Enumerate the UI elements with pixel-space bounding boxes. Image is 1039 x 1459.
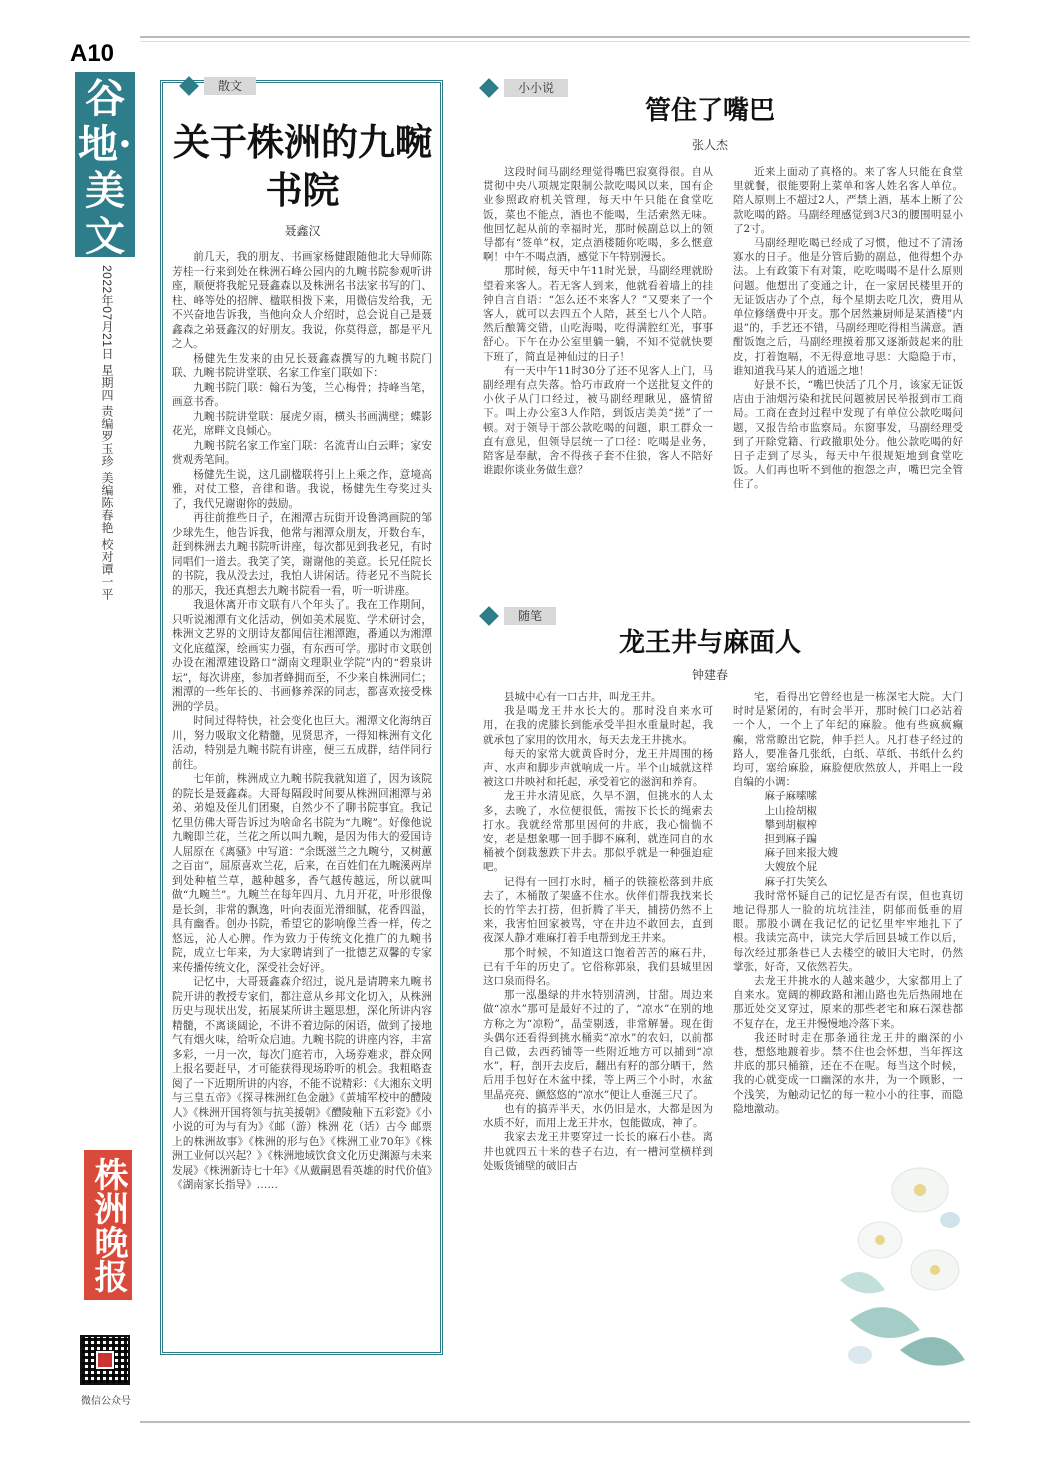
article-column (483, 165, 713, 575)
diamond-icon (479, 606, 499, 626)
paragraph: 记得有一回打水时，桶子的铁箍松落到井底去了，木桶散了架盛不住水。伙伴们帮我找来长长的竹竿去打捞，但折腾了半天，捕捞仍然不上来，我害怕回家被骂，守在井边不敢回去，直到夜深人静才难麻打着手电帮到龙王井来。 (483, 875, 713, 945)
poem-line: 大嫂放个屁 (764, 861, 817, 874)
paragraph: 我是喝龙王井水长大的。那时没自来水可用，在我的虎膝长到能承受半担水重量时起，我就承包了家用的饮用水，每天去龙王井挑水。 (483, 705, 713, 746)
poem-line: 麻子打失笑么 (764, 875, 828, 888)
paragraph: 九畹书院门联：翰石为笺，兰心梅骨；持峰当笔，画意书香。 (172, 381, 432, 408)
poem-line: 担到麻子蹁 (764, 833, 817, 846)
paragraph: 龙王井水清见底，久旱不涸，但挑水的人太多，去晚了，水位便很低，需按下长长的绳索去打水。我就经常那里因何的井底，我心惴惴不安，老是想象哪一回手脚不麻利，就连同自的水桶被个倒栽葱跌下井去。那似乎就是一种强迫症吧。 (483, 790, 713, 874)
paragraph: 我还时时走在那条通往龙王井的幽深的小巷，想悠地踱着步。禁不住也会怀想，当年挥这井底的那只桶箍，还在不在呢。每当这个时候，我的心就变成一口幽深的水井，为一个顾影，一个浅笑，为触动记忆的每一粒小小的往事，而隐隐地激动。 (733, 1031, 963, 1115)
section-title: 谷地·美文 (75, 72, 135, 257)
paragraph: 那时候，每天中午11时光景，马副经理就盼望着来客人。若无客人到来，他就看着墙上的挂钟自言自语：“怎么还不来客人？”又要来了一个客人，就可以去四五个人陪，甚至七八个人陪。然后酿篝交错，山吃海喝，吃得满腔红光，事事舒心。下午在办公室里躺一躺，不知不觉就快要下班了，简直是神仙过的日子！ (483, 265, 713, 363)
poem-line: 麻子麻嗦嗦 (764, 790, 817, 803)
left-category-badge (182, 76, 256, 96)
right-top-category-badge (482, 78, 568, 98)
qr-code-center-icon (96, 1351, 114, 1369)
article-title: 关于株洲的九畹书院 (173, 120, 432, 212)
article-column (733, 165, 963, 575)
bottom-rule (140, 1421, 970, 1423)
poem-line: 上山捡胡椒 (764, 804, 817, 817)
category-label: 散文 (204, 77, 256, 95)
paragraph: 前几天，我的朋友、书画家杨健跟随他北大导师陈芳桂一行来到处在株洲石峰公园内的九畹书院参观听讲座，顺便将我舵兄聂鑫森以及株洲名书法家书写的门、柱、峰等处的招牌、楹联相拨下来，用微信发给我，无不兴奋地告诉我，当他向众人介绍时，总会说自己是聂鑫森之弟聂鑫汉的好朋友。我说，你莫得意，都是平凡之人。 (172, 251, 432, 350)
paragraph: 再往前推些日子，在湘潭古玩街开设鲁鸿画院的邹少球先生，他告诉我，他常与湘潭众朋友，开数台车，赶到株洲去九畹书院听讲座，每次都见到我老兄，有时同唱们一道去。我笑了笑，谢谢他的美意。长兄任院长的书院，我从没去过，我怕人讲闲话。待老兄不当院长的那天，我还真想去九畹书院看一看，听一听讲座。 (172, 512, 432, 597)
article-author: 张人杰 (691, 138, 728, 152)
article-title: 管住了嘴巴 (644, 96, 775, 126)
paragraph: 去龙王井挑水的人越来越少，大家都用上了自来水。宽阔的柳政路和湘山路也先后热闹地在那近处交叉穿过，原来的那些老宅和麻石深巷都不复存在，龙王井慢慢地冷落下来。 (733, 975, 963, 1030)
paragraph: 有一天中午11时30分了还不见客人上门，马副经理有点失落。恰巧市政府一个送批复文件的小伙子从门口经过，被马副经理瞅见，盛情留下。叫上办公室3人作陪，到饭店美美“搓”了一顿。对于领导干部公款吃喝的问题，职工群众一直有意见，但领导层统一了口径：吃喝是业务，陪客是奉献，舍不得孩子套不住狼，客人不陪好谁跟你谈业务做生意？ (483, 364, 713, 477)
paragraph: 杨健先生说，这几副楹联将引上上乘之作，意境高雅，对仗工整，音律和谐。我说，杨健先生夸奖过头了，我代兄谢谢你的鼓励。 (172, 468, 432, 510)
top-rule (140, 36, 970, 38)
paragraph: 近来上面动了真格的。来了客人只能在食堂里就餐，很能要附上菜单和客人姓名客人单位。陪人原则上不超过2人，严禁上酒，基本上断了公款吃喝的路。马副经理感觉到3尺3的腰围明显小了2寸。 (733, 166, 963, 235)
paragraph: 杨健先生发来的由兄长聂鑫森撰写的九畹书院门联、九畹书院讲堂联、名家工作室门联如下： (172, 352, 432, 379)
article-author: 聂鑫汉 (284, 224, 321, 238)
paragraph: 也有的搞弄半天，水仍旧是水，大都是因为水质不好，而用上龙王井水，包能做成，神了。 (483, 1102, 713, 1130)
page-number: A10 (70, 40, 115, 67)
date-line: 2022年07月21日 星期四 责编罗玉珍 美编陈春艳 校对谭一平 (100, 265, 114, 601)
paragraph: 记忆中，大哥聂鑫森介绍过，说凡是请聘来九畹书院开讲的教授专家们，都注意从乡邦文化切入，从株洲历史与现状出发，拓展某所讲主题思想，深化所讲内容精髓，不离谈阔论，不讲不着边际的闲语，做到了接地气有烟火味，给听众启迪。九畹书院的讲座内容，丰富多彩，一月一次，每次门庭若市，入场券难求，群众网上报名要赶早，才可能获得现场聆听的机会。我粗略查阅了一下近期所讲的内容，不能不说精彩：《大湘东文明与三皇五帝》《探寻株洲红色金融》《黄埔军校中的醴陵人》《株洲开国将领与抗美援朝》《醴陵釉下五彩瓷》《小小说的可为与有为》《邮（游）株洲 花（话）古今 邮票上的株洲故事》《株洲的形与色》《株洲工业70年》《株洲工业何以兴起？》《株洲地域饮食文化历史渊源与未来发展》《株洲新诗七十年》《从戴嗣恩看英雄的时代价值》《湖南家长指导》…… (172, 976, 432, 1191)
article-author: 钟建春 (691, 668, 728, 682)
paragraph: 时间过得特快，社会变化也巨大。湘潭文化海纳百川，努力吸取文化精髓，见贤思齐，一得知株洲有文化活动，特别是九畹书院有讲座，便三五成群，结伴同行前往。 (172, 715, 432, 771)
top-rule-thin (140, 41, 970, 42)
article-column (733, 690, 963, 1170)
article-column (483, 690, 713, 1350)
article-body (172, 250, 432, 1350)
paragraph: 我家去龙王井要穿过一长长的麻石小巷。离井也就四五十米的巷子右边，有一槽河堂横样到处贩货铺壁的破旧古 (483, 1131, 713, 1172)
paragraph: 七年前，株洲成立九畹书院我就知道了，因为该院的院长是聂鑫森。大哥每隔段时间要从株洲回湘潭与弟弟、弟媳及侄儿们团聚，自然少不了聊书院事宜。我记忆里仿佛大哥告诉过为啥命名书院为“九畹”。好像他说九畹即兰花，兰花之所以叫九畹，是因为伟大的爱国诗人屈原在《离骚》中写道：“余既滋兰之九畹兮，又树蕙之百亩”，屈原喜欢兰花，后来，在百姓们在九畹溪两岸到处种植兰草，越种越多，香气越传越远，所以就叫做“九畹兰”。九畹兰在每年四月、九月开花，叶形很像是长剑，非常的飘逸，叶向表面光滑细腻，花香四溢，具有幽香。创办书院，希望它的影响像兰香一样，传之悠远，沁人心脾。作为致力于传统文化推广的九畹书院，成立七年来，为大家聘请到了一批德艺双馨的专家来传播传统文化，深受社会好评。 (172, 773, 432, 974)
diamond-icon (179, 76, 199, 96)
paragraph: 那个时候，不知道这口饱着苦苦的麻石井，已有千年的历史了。它俗称郭泉，我们县城里因这口泉而得名。 (483, 946, 713, 988)
qr-label: 微信公众号 (81, 1396, 131, 1407)
article-title: 龙王井与麻面人 (618, 628, 801, 658)
poem-line: 攀到胡椒榨 (764, 818, 817, 831)
paragraph: 好景不长，“嘴巴快活了几个月，该家无证饭店由于油烟污染和扰民问题被居民举报到市工商局。工商在查封过程中发现了有单位公款吃喝问题，又报告给市监察局。东窗事发，马副经理受到了开除党籍、行政撤职处分。他公款吃喝的好日子走到了尽头，每天中午很规矩地到食堂吃饭。人们再也听不到他的抱怨之声，嘴巴完全管住了。 (733, 379, 963, 491)
category-label: 随笔 (504, 607, 556, 625)
flower-illustration-icon (830, 1120, 970, 1380)
paragraph: 九畹书院讲堂联：展虎夕雨，横头书画满壁；蝶影花光，席畔文良倾心。 (172, 410, 432, 437)
paragraph: 马副经理吃喝已经成了习惯，他过不了清汤寡水的日子。他是分管后勤的副总，他得想个办法。上有政策下有对策，吃吃喝喝不是什么原则问题。他想出了变通之计，在一家居民楼里开的无证饭店办了个点，每个星期去吃几次，费用从单位修缮费中开支。那个居然兼厨师是某酒楼”内退”的，手艺还不错，马副经理吃得相当满意。酒酣饭饱之后，马副经理摸着那又逐渐鼓起来的肚皮，打着饱嗝，不无得意地寻思：大隐隐于市，谁知道我马某人的逍遥之地！ (733, 237, 963, 377)
paragraph: 我时常怀疑自己的记忆是否有误，但也真切地记得那人一脸的坑坑洼洼，阴郁而低垂的眉眼。那股小调在我记忆的记忆里牢牢地扎下了根。我读完高中，读完大学后回县城工作以后，每次经过那条巷已人去楼空的破旧大宅时，仍然掌张，好奇，又依然若失。 (733, 889, 963, 973)
newspaper-logo: 株洲晚报 (84, 1150, 132, 1300)
paragraph: 县城中心有一口古井，叫龙王井。 (504, 691, 662, 703)
diamond-icon (479, 78, 499, 98)
poem-line: 麻子回来报大嫂 (764, 847, 838, 860)
paragraph: 每天的家常大就黄昏时分，龙王井周围的杨声、水声和脚步声就响成一片。半个山城就这样被这口井映衬和托起，承受着它的滋润和养育。 (483, 747, 713, 789)
paragraph: 那一泓墨绿的井水特别清洌，甘甜。周边来做“凉水”那可是最好不过的了，“凉水”在别的地方称之为“凉粉”，晶莹剔透，非常解暑。现在街头偶尔还看得到挑水桶卖“凉水”的农妇，以前都自己做，去西药铺等一些附近地方可以捕到“凉水”，籽，剖开去皮后，翻出有籽的部分晒干，然后用手包好在木盆中揉，等上两三个小时，水盆里晶亮亮、颤悠悠的“凉水”便让人垂涎三尺了。 (483, 989, 713, 1101)
paragraph: 宅，看得出它曾经也是一栋深宅大院。大门时时是紧闭的，有时会半开，那时候门口必站着一个人，一个上了年纪的麻脸。他有些疯疯癫癫，常常瞭出它院，伸手拦人。凡打巷子经过的路人，要准备几张纸，白纸、草纸、书纸什么约均可，塞给麻脸，麻脸便欣然放人，并唱上一段自编的小调： (733, 691, 963, 789)
paragraph: 这段时间马副经理觉得嘴巴寂寞得很。自从贯彻中央八项规定限制公款吃喝风以来，国有企业参照政府机关管理，每天中午只能在食堂吃饭，菜也不能点，酒也不能喝，生活索然无味。他回忆起从前的幸福时光，那时候副总以上的领导都有“签单”权，定点酒楼随你吃喝，多么惬意啊！中午不喝点酒，感觉下午特别漫长。 (483, 166, 713, 264)
paragraph: 我退休离开市文联有八个年头了。我在工作期间，只听说湘潭有文化活动，例如美术展览、学术研讨会，株洲文艺界的文朋诗友都闻信往湘潭跑，番通以为湘潭文化底蕴深，绘画实力强，有东西可学。那时市文联创办设在湘潭建设路口“湖南文理职业学院”内的“碧泉讲坛”，每次讲座，参加者蜂拥而至，不少来自株洲同仁；湘潭的一些年长的、书画修养深的同志，都喜欢接受株洲的学员。 (172, 599, 432, 713)
paragraph: 九畹书院名家工作室门联：名流青山白云畔；家安赏观秀笔间。 (172, 439, 432, 466)
category-label: 小小说 (504, 79, 568, 97)
